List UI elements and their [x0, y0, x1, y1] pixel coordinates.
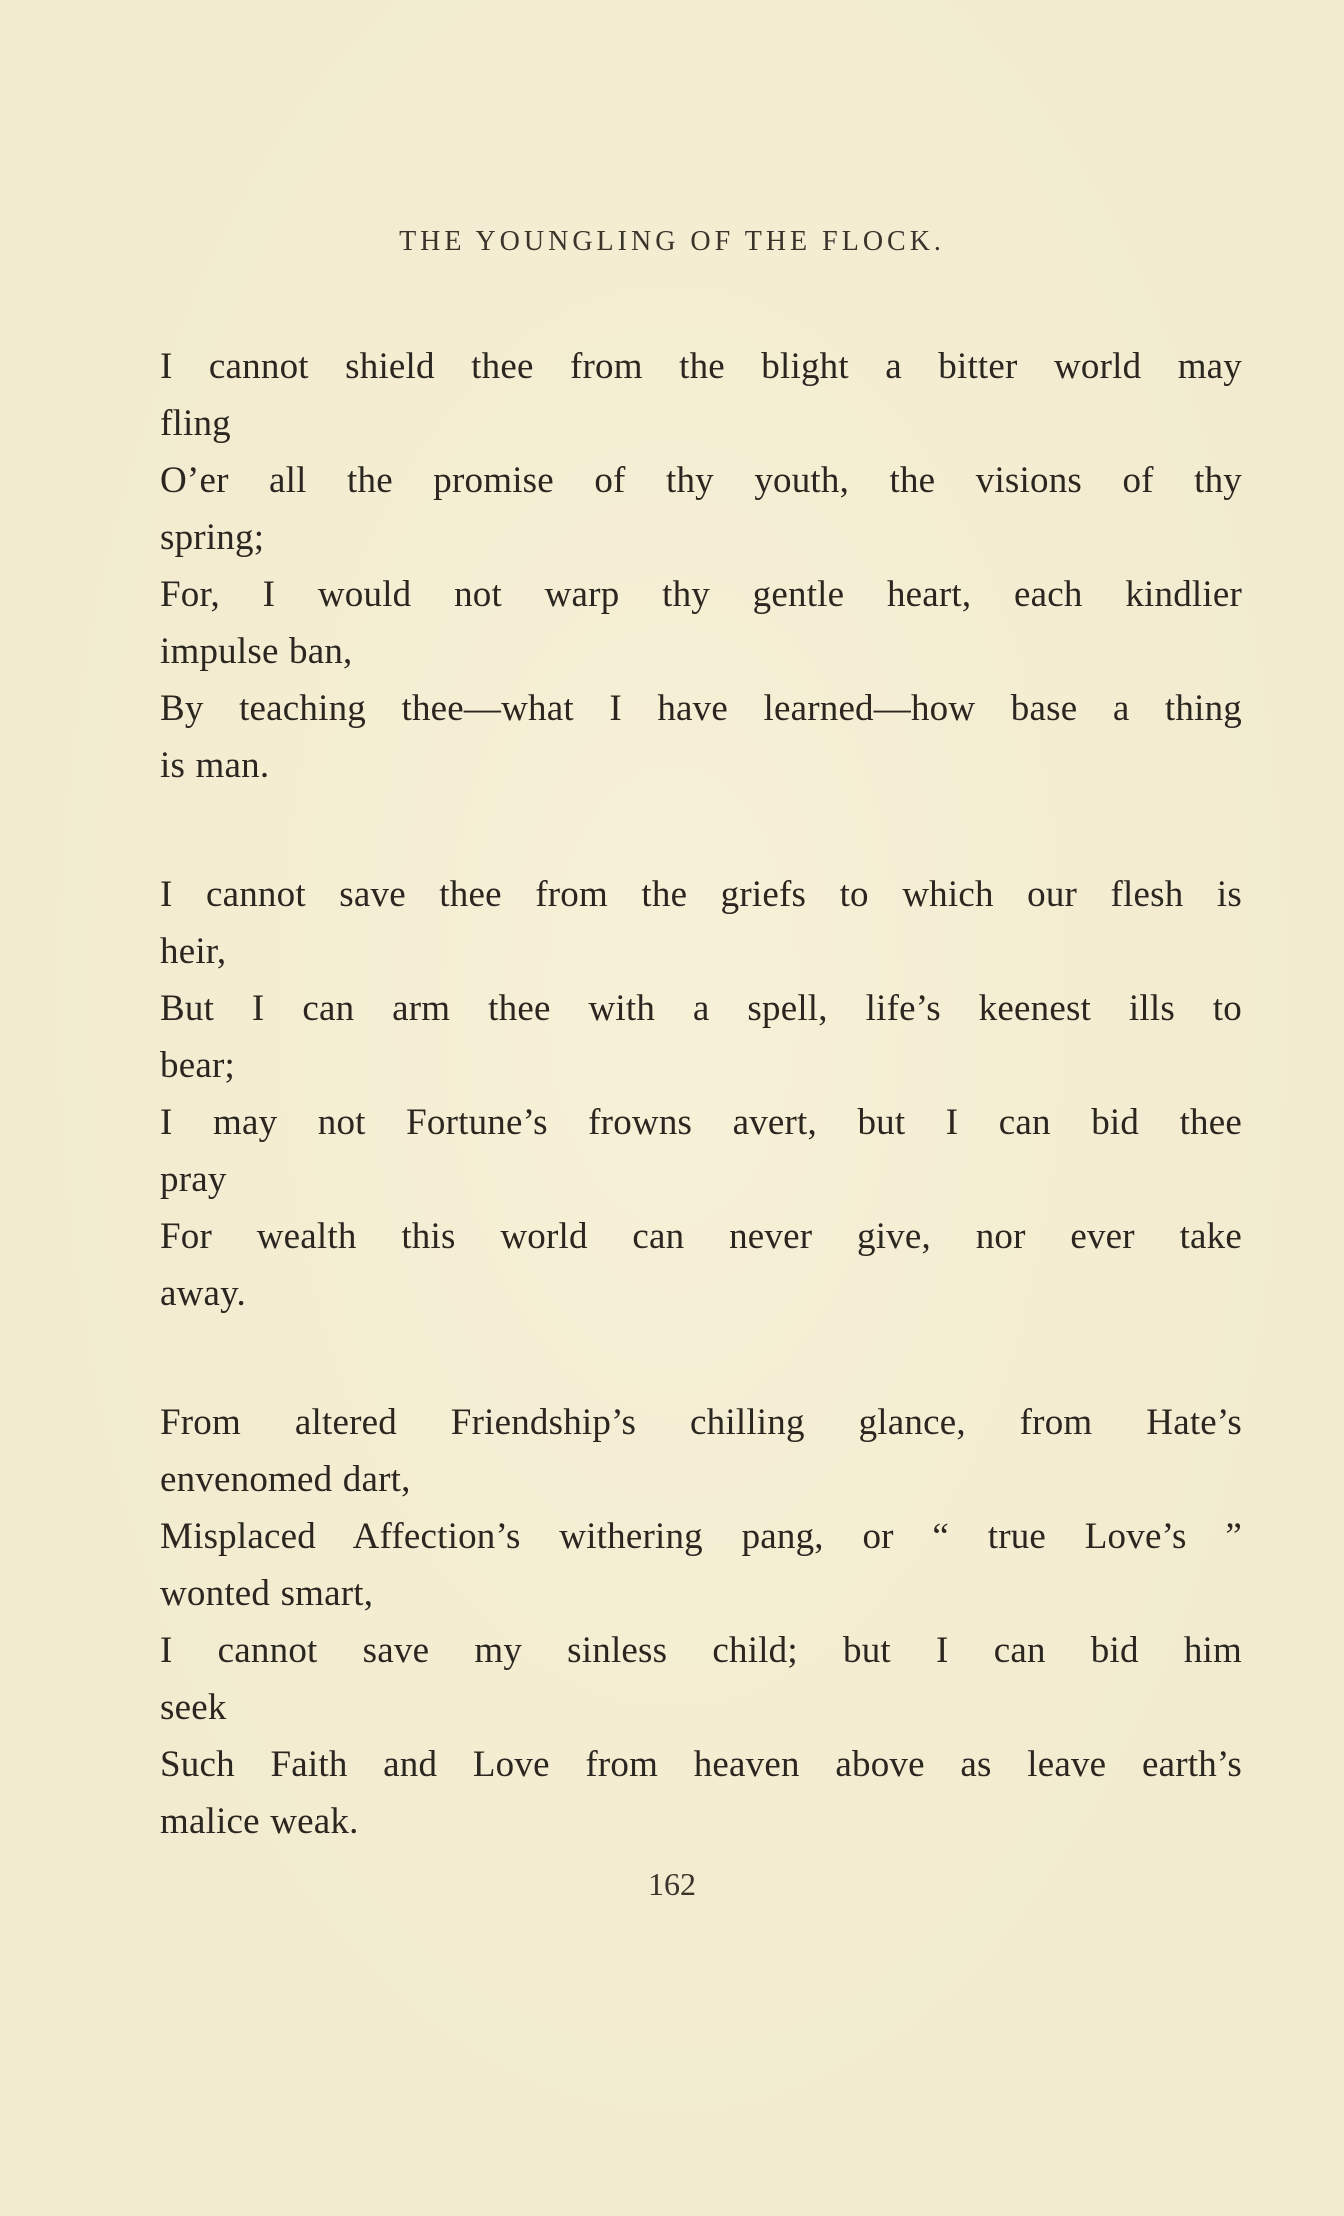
stanza-2: [160, 866, 1242, 1322]
verse-line-text: I may not Fortune’s frowns avert, but I can bid thee: [160, 1102, 1242, 1143]
verse-line: [160, 1208, 1242, 1322]
verse-line-text: I cannot shield thee from the blight a bitter world may: [160, 346, 1242, 387]
verse-line: [160, 338, 1242, 452]
verse-line-text: From altered Friendship’s chilling glance, from Hate’s: [160, 1402, 1242, 1443]
verse-line-continuation: bear;: [160, 1045, 235, 1086]
verse-line-text: For, I would not warp thy gentle heart, each kindlier: [160, 574, 1242, 615]
verse-line: [160, 680, 1242, 794]
verse-line-continuation: seek: [160, 1687, 227, 1728]
verse-line-continuation: envenomed dart,: [160, 1459, 411, 1500]
poem: [160, 338, 1242, 1922]
verse-line: [160, 866, 1242, 980]
verse-line-text: By teaching thee—what I have learned—how base a thing: [160, 688, 1242, 729]
verse-line-continuation: fling: [160, 403, 231, 444]
running-head: THE YOUNGLING OF THE FLOCK.: [399, 226, 945, 257]
verse-line: [160, 1736, 1242, 1850]
verse-line-continuation: is man.: [160, 745, 270, 786]
verse-line: [160, 1094, 1242, 1208]
verse-line-text: Misplaced Affection’s withering pang, or “ true Love’s ”: [160, 1516, 1242, 1557]
verse-line-continuation: spring;: [160, 517, 265, 558]
verse-line-continuation: impulse ban,: [160, 631, 353, 672]
verse-line-text: I cannot save thee from the griefs to which our flesh is: [160, 874, 1242, 915]
verse-line-continuation: away.: [160, 1273, 246, 1314]
verse-line-text: For wealth this world can never give, nor ever take: [160, 1216, 1242, 1257]
verse-line-text: I cannot save my sinless child; but I can bid him: [160, 1630, 1242, 1671]
verse-line: [160, 1508, 1242, 1622]
verse-line: [160, 452, 1242, 566]
verse-line-text: But I can arm thee with a spell, life’s keenest ills to: [160, 988, 1242, 1029]
stanza-1: [160, 338, 1242, 794]
verse-line-continuation: heir,: [160, 931, 227, 972]
stanza-3: [160, 1394, 1242, 1850]
verse-line-continuation: pray: [160, 1159, 227, 1200]
verse-line-text: O’er all the promise of thy youth, the visions of thy: [160, 460, 1242, 501]
verse-line-text: Such Faith and Love from heaven above as leave earth’s: [160, 1744, 1242, 1785]
verse-line: [160, 566, 1242, 680]
verse-line-continuation: malice weak.: [160, 1801, 359, 1842]
verse-line: [160, 980, 1242, 1094]
page-number: 162: [648, 1866, 696, 1902]
verse-line-continuation: wonted smart,: [160, 1573, 374, 1614]
verse-line: [160, 1622, 1242, 1736]
verse-line: [160, 1394, 1242, 1508]
